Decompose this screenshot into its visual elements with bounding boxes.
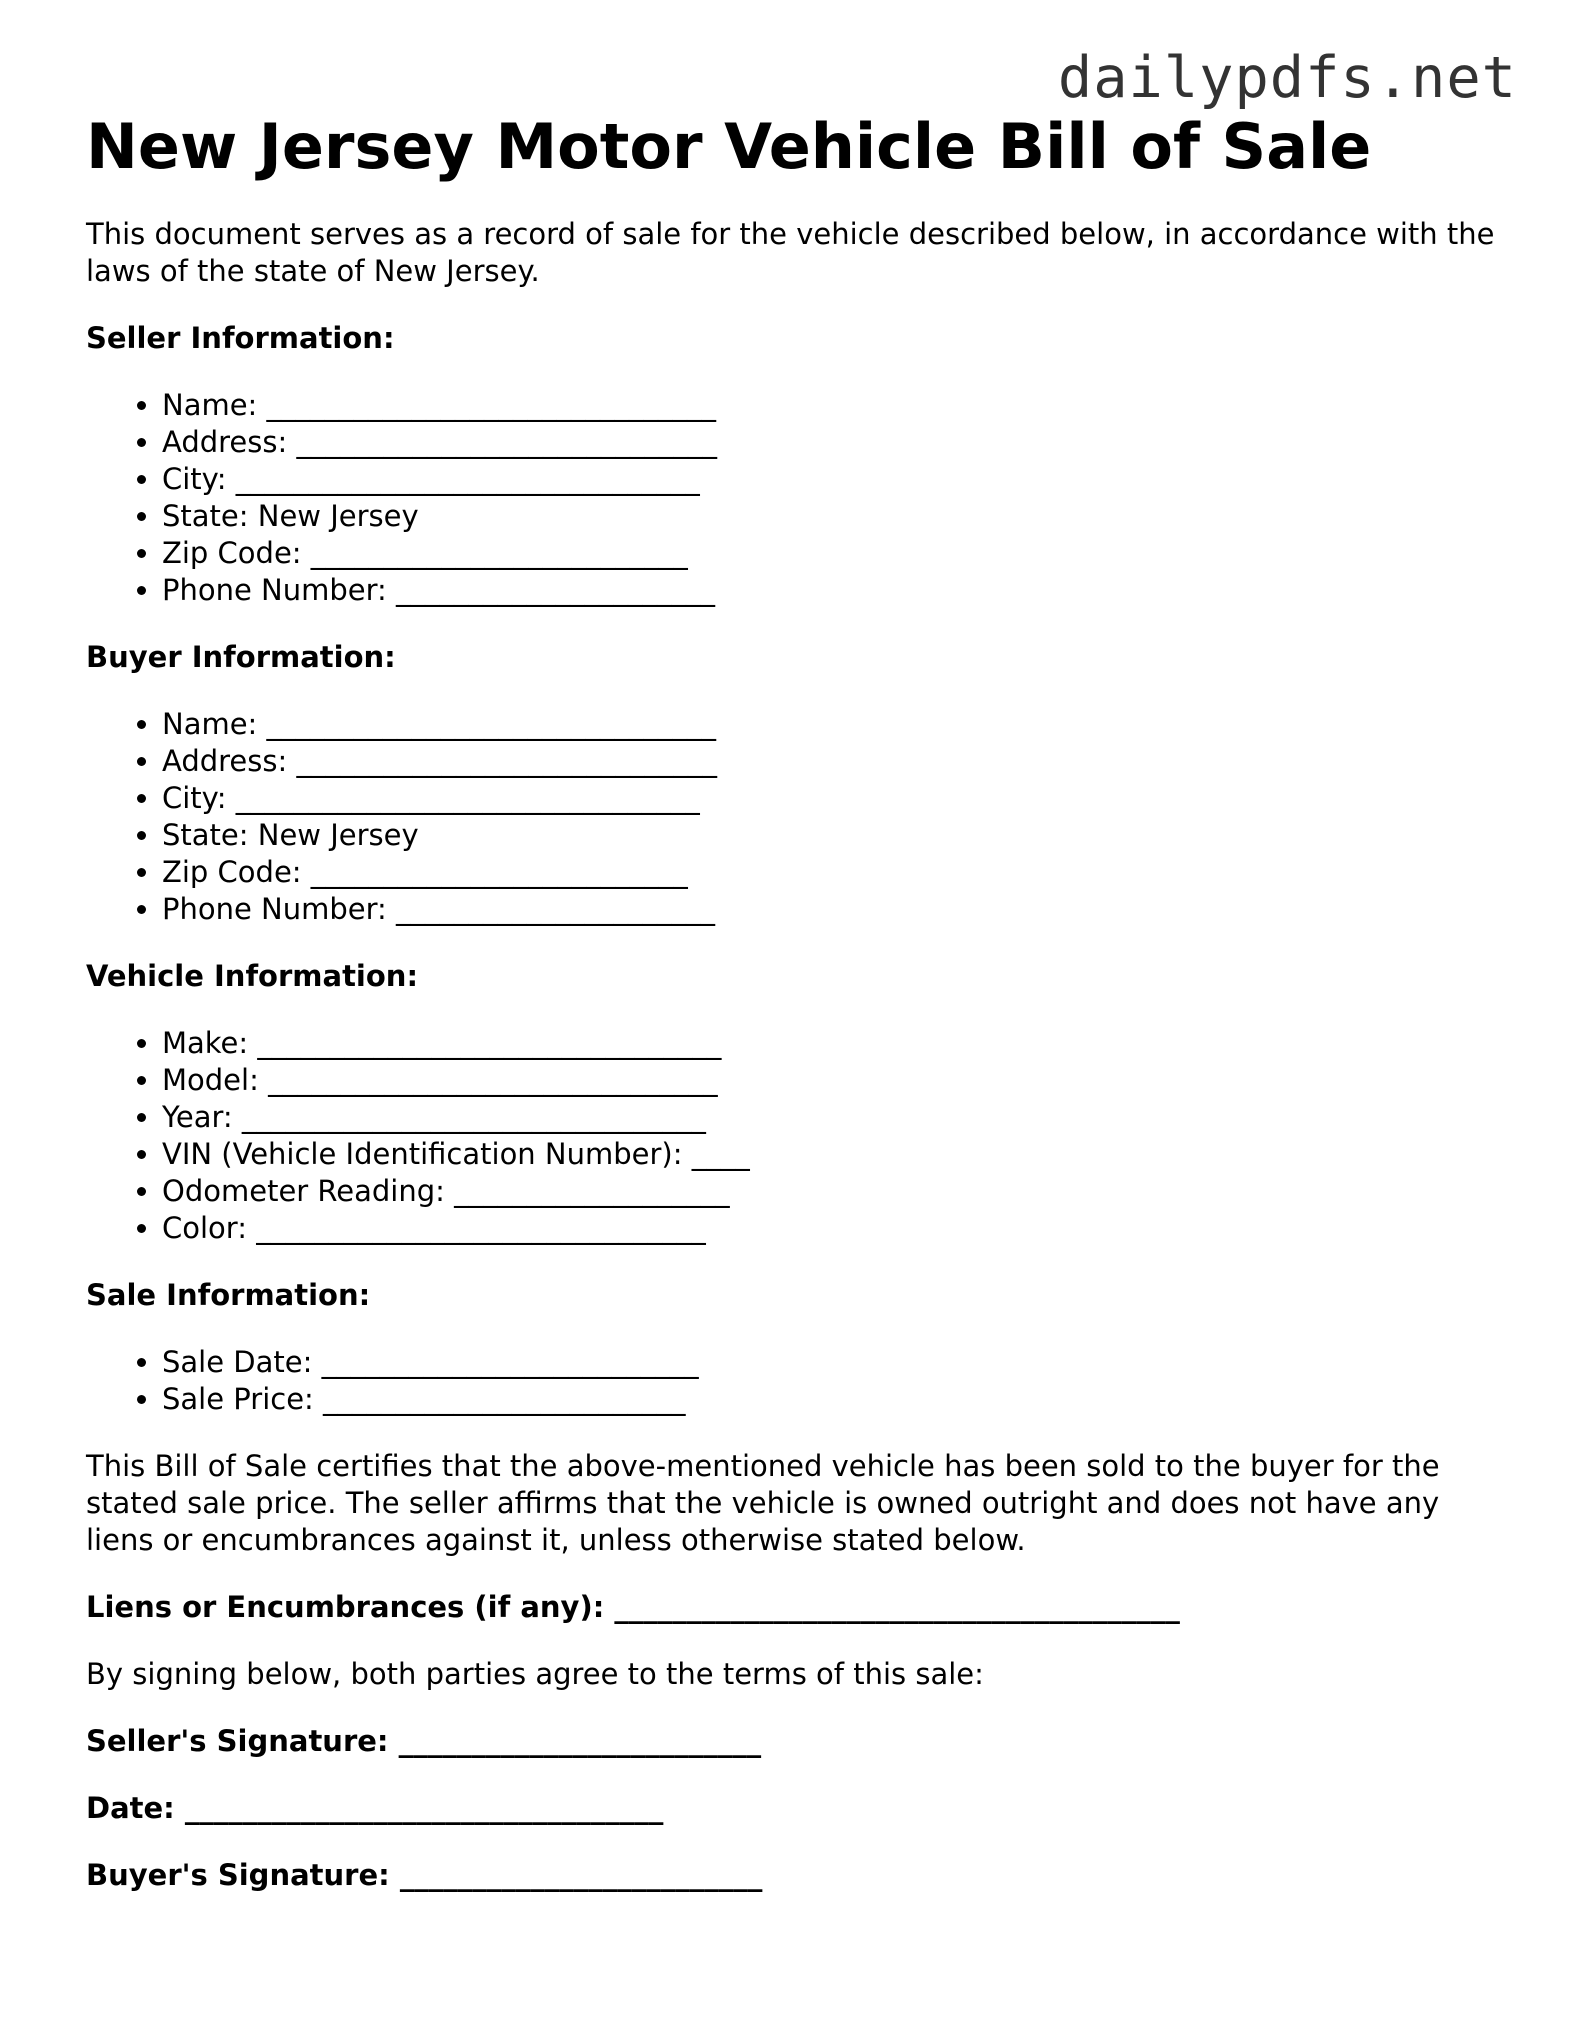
document-title: New Jersey Motor Vehicle Bill of Sale bbox=[86, 110, 1372, 183]
buyer-address-label: Address: bbox=[162, 744, 288, 779]
buyer-signature-line bbox=[86, 1857, 1506, 1894]
seller-signature-line bbox=[86, 1723, 1506, 1760]
seller-name-label: Name: bbox=[162, 388, 258, 423]
vehicle-odometer-field[interactable]: ___________________ bbox=[454, 1174, 730, 1209]
vehicle-model-item bbox=[162, 1062, 1506, 1099]
vehicle-heading: Vehicle Information: bbox=[86, 959, 419, 994]
buyer-zip-item bbox=[162, 854, 1506, 891]
date-field[interactable]: _________________________________ bbox=[184, 1791, 664, 1826]
buyer-zip-field[interactable]: __________________________ bbox=[310, 855, 688, 890]
seller-state-item bbox=[162, 498, 1506, 535]
vehicle-year-label: Year: bbox=[162, 1100, 233, 1135]
liens-field[interactable]: _______________________________________ bbox=[614, 1590, 1180, 1625]
vehicle-make-item bbox=[162, 1025, 1506, 1062]
buyer-phone-field[interactable]: ______________________ bbox=[396, 892, 716, 927]
intro-paragraph: This document serves as a record of sale for the vehicle described below, in accordance with the laws of the state of New Jersey. bbox=[86, 217, 1495, 289]
seller-heading: Seller Information: bbox=[86, 321, 395, 356]
buyer-city-item bbox=[162, 780, 1506, 817]
sale-price-item bbox=[162, 1381, 1506, 1418]
seller-city-field[interactable]: ________________________________ bbox=[235, 462, 700, 497]
sale-date-item bbox=[162, 1344, 1506, 1381]
vehicle-model-field[interactable]: _______________________________ bbox=[268, 1063, 718, 1098]
vehicle-vin-field[interactable]: ____ bbox=[691, 1137, 750, 1172]
sale-price-label: Sale Price: bbox=[162, 1382, 314, 1417]
seller-name-field[interactable]: _______________________________ bbox=[266, 388, 717, 423]
sale-date-label: Sale Date: bbox=[162, 1345, 313, 1380]
buyer-signature-field[interactable]: _________________________ bbox=[399, 1858, 763, 1893]
vehicle-color-item bbox=[162, 1210, 1506, 1247]
date-line bbox=[86, 1790, 1506, 1827]
buyer-phone-label: Phone Number: bbox=[162, 892, 387, 927]
buyer-name-label: Name: bbox=[162, 707, 258, 742]
seller-city-item bbox=[162, 461, 1506, 498]
buyer-name-field[interactable]: _______________________________ bbox=[266, 707, 717, 742]
document-page bbox=[86, 110, 1506, 1894]
seller-name-item bbox=[162, 387, 1506, 424]
vehicle-vin-item bbox=[162, 1136, 1506, 1173]
seller-phone-item bbox=[162, 572, 1506, 609]
seller-list bbox=[86, 387, 1506, 609]
seller-city-label: City: bbox=[162, 462, 227, 497]
liens-label: Liens or Encumbrances (if any): bbox=[86, 1590, 605, 1625]
liens-line bbox=[86, 1589, 1506, 1626]
buyer-zip-label: Zip Code: bbox=[162, 855, 302, 890]
seller-address-item bbox=[162, 424, 1506, 461]
seller-zip-label: Zip Code: bbox=[162, 536, 302, 571]
buyer-city-label: City: bbox=[162, 781, 227, 816]
buyer-signature-label: Buyer's Signature: bbox=[86, 1858, 390, 1893]
vehicle-make-field[interactable]: ________________________________ bbox=[257, 1026, 722, 1061]
vehicle-odometer-label: Odometer Reading: bbox=[162, 1174, 445, 1209]
vehicle-make-label: Make: bbox=[162, 1026, 249, 1061]
buyer-city-field[interactable]: ________________________________ bbox=[235, 781, 700, 816]
buyer-name-item bbox=[162, 706, 1506, 743]
sale-list bbox=[86, 1344, 1506, 1418]
buyer-address-item bbox=[162, 743, 1506, 780]
sale-price-field[interactable]: _________________________ bbox=[323, 1382, 686, 1417]
seller-signature-label: Seller's Signature: bbox=[86, 1724, 389, 1759]
agreement-paragraph: By signing below, both parties agree to the terms of this sale: bbox=[86, 1657, 984, 1692]
watermark: dailypdfs.net bbox=[1057, 45, 1517, 111]
seller-zip-item bbox=[162, 535, 1506, 572]
buyer-heading: Buyer Information: bbox=[86, 640, 396, 675]
vehicle-vin-label: VIN (Vehicle Identification Number): bbox=[162, 1137, 683, 1172]
seller-signature-field[interactable]: _________________________ bbox=[398, 1724, 762, 1759]
seller-address-label: Address: bbox=[162, 425, 288, 460]
vehicle-year-item bbox=[162, 1099, 1506, 1136]
seller-phone-field[interactable]: ______________________ bbox=[396, 573, 716, 608]
vehicle-color-field[interactable]: _______________________________ bbox=[256, 1211, 706, 1246]
vehicle-year-field[interactable]: ________________________________ bbox=[241, 1100, 706, 1135]
buyer-address-field[interactable]: _____________________________ bbox=[296, 744, 717, 779]
sale-heading: Sale Information: bbox=[86, 1278, 371, 1313]
vehicle-odometer-item bbox=[162, 1173, 1506, 1210]
vehicle-model-label: Model: bbox=[162, 1063, 259, 1098]
buyer-state-item bbox=[162, 817, 1506, 854]
seller-zip-field[interactable]: __________________________ bbox=[310, 536, 688, 571]
vehicle-list bbox=[86, 1025, 1506, 1247]
buyer-list bbox=[86, 706, 1506, 928]
seller-state-label: State: New Jersey bbox=[162, 499, 419, 534]
sale-date-field[interactable]: __________________________ bbox=[321, 1345, 699, 1380]
seller-address-field[interactable]: _____________________________ bbox=[296, 425, 717, 460]
date-label: Date: bbox=[86, 1791, 175, 1826]
buyer-state-label: State: New Jersey bbox=[162, 818, 419, 853]
buyer-phone-item bbox=[162, 891, 1506, 928]
vehicle-color-label: Color: bbox=[162, 1211, 247, 1246]
seller-phone-label: Phone Number: bbox=[162, 573, 387, 608]
certification-paragraph: This Bill of Sale certifies that the above-mentioned vehicle has been sold to the buyer for the stated sale price. The seller affirms that the vehicle is owned outright and does not have any liens or encumbrances against it, unless otherwise stated below. bbox=[86, 1449, 1440, 1558]
